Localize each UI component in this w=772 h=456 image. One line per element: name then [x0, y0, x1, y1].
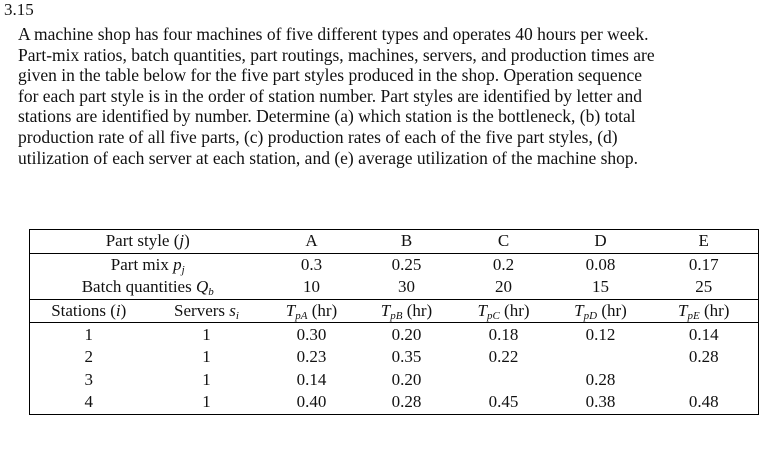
station-row [30, 391, 759, 414]
station-number: 3 [30, 369, 148, 392]
part-mix-row [30, 253, 759, 276]
time-cell: 0.35 [391, 347, 422, 367]
station-number: 2 [30, 346, 148, 369]
server-count: 1 [148, 391, 266, 414]
time-header-e: $T_{pE}$ (hr) [650, 299, 759, 323]
time-cell: 0.12 [552, 323, 650, 346]
part-mix-label: Part mix $p_j$ [30, 253, 266, 276]
server-count: 1 [202, 347, 211, 367]
time-cell: 0.20 [358, 323, 456, 346]
part-style-cell: E [650, 230, 759, 254]
problem-statement [18, 24, 753, 168]
time-header-d: $T_{pD}$ (hr) [552, 299, 650, 323]
server-count: 1 [148, 323, 266, 346]
server-count: 1 [202, 369, 211, 389]
part-style-cell: C [456, 230, 552, 254]
statement-line: Part-mix ratios, batch quantities, part routings, machines, servers, and production times are [18, 44, 655, 65]
part-style-cell: D [552, 230, 650, 254]
part-style-cell: B [358, 230, 456, 254]
batch-quantity-cell: 20 [495, 277, 512, 297]
time-cell [552, 346, 650, 369]
time-cell: 0.14 [296, 369, 327, 389]
time-header-a: $T_{pA}$ (hr) [266, 299, 358, 323]
time-cell: 0.48 [650, 391, 759, 414]
time-header-c: $T_{pC}$ (hr) [456, 299, 552, 323]
part-style-cell: A [266, 230, 358, 254]
station-row [30, 323, 759, 346]
time-cell: 0.38 [552, 391, 650, 414]
time-cell: 0.23 [296, 347, 327, 367]
time-header-b: $T_{pB}$ (hr) [358, 299, 456, 323]
station-number: 1 [30, 323, 148, 346]
batch-quantity-cell: 25 [650, 276, 759, 299]
part-mix-cell: 0.2 [456, 253, 552, 276]
time-cell: 0.20 [391, 369, 422, 389]
time-cell [650, 369, 759, 392]
time-cell: 0.14 [650, 323, 759, 346]
statement-line: given in the table below for the five part styles produced in the shop. Operation sequence [18, 65, 642, 86]
statement-line: stations are identified by number. Determine (a) which station is the bottleneck, (b) total [18, 106, 636, 127]
time-cell: 0.28 [650, 346, 759, 369]
station-header-row [30, 299, 759, 323]
time-cell: 0.18 [456, 323, 552, 346]
stations-header: Stations (i) [30, 299, 148, 323]
time-cell: 0.45 [456, 391, 552, 414]
batch-quantity-row [30, 276, 759, 299]
part-mix-cell: 0.17 [650, 253, 759, 276]
station-row [30, 369, 759, 392]
part-mix-cell: 0.08 [552, 253, 650, 276]
time-cell: 0.28 [358, 391, 456, 414]
time-cell [456, 369, 552, 392]
production-table [29, 229, 759, 415]
batch-quantity-cell: 15 [592, 277, 609, 297]
part-style-label: Part style (j) [30, 230, 266, 254]
time-cell: 0.30 [266, 323, 358, 346]
time-cell: 0.28 [585, 369, 616, 389]
time-cell: 0.22 [488, 347, 519, 367]
part-mix-cell: 0.25 [358, 253, 456, 276]
problem-number: 3.15 [4, 0, 34, 19]
time-cell: 0.40 [266, 391, 358, 414]
batch-quantity-cell: 30 [398, 277, 415, 297]
servers-header: Servers $s_i$ [148, 299, 266, 323]
station-number: 4 [30, 391, 148, 414]
statement-line: A machine shop has four machines of five different types and operates 40 hours per week. [18, 24, 649, 44]
batch-quantity-cell: 10 [303, 277, 320, 297]
batch-quantity-label: Batch quantities $Q_b$ [30, 276, 266, 299]
station-row [30, 346, 759, 369]
part-style-row [30, 230, 759, 254]
part-mix-cell: 0.3 [266, 253, 358, 276]
statement-line: utilization of each server at each station, and (e) average utilization of the machine shop. [18, 147, 639, 168]
statement-line: production rate of all five parts, (c) production rates of each of the five part styles, (d) [18, 126, 618, 147]
statement-line: for each part style is in the order of station number. Part styles are identified by letter and [18, 85, 642, 106]
